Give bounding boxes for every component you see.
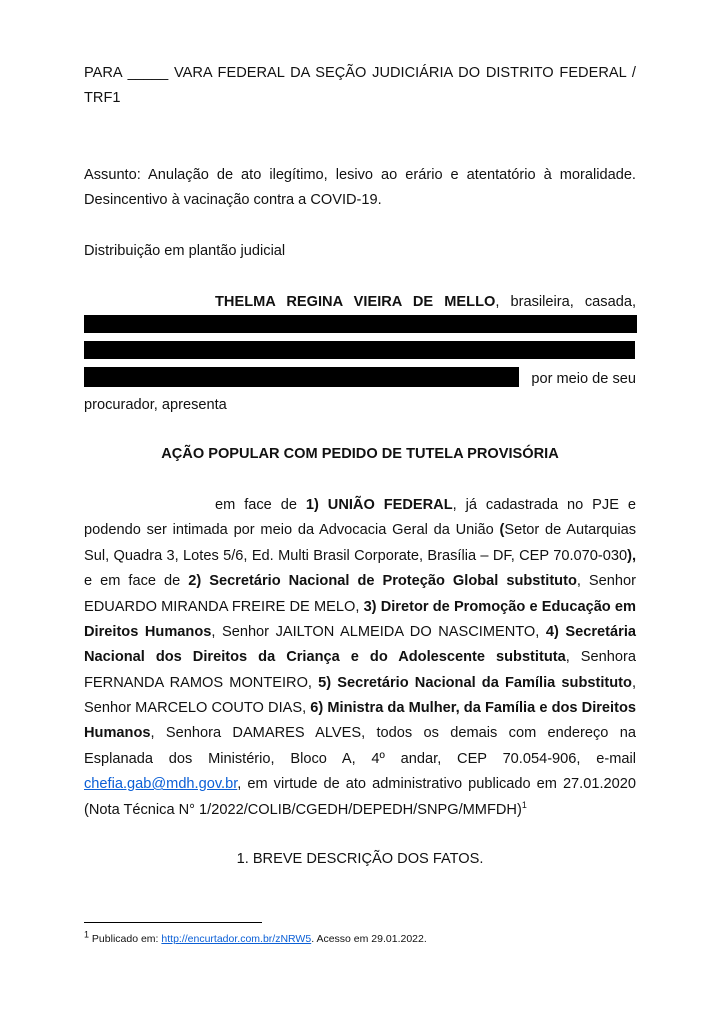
body-line-8: FERNANDA RAMOS MONTEIRO, 5) Secretário Nacional da Família substituto, xyxy=(84,675,636,691)
footnote-separator xyxy=(84,922,262,923)
distribution-note: Distribuição em plantão judicial xyxy=(84,243,286,259)
body-line-9: Senhor MARCELO COUTO DIAS, 6) Ministra da Mulher, da Família e dos Direitos xyxy=(84,700,636,716)
body-line-2: podendo ser intimada por meio da Advocacia Geral da União (Setor de Autarquias xyxy=(84,522,637,538)
body-line-3: Sul, Quadra 3, Lotes 5/6, Ed. Multi Brasil Corporate, Brasília – DF, CEP 70.070-030), xyxy=(84,548,636,564)
body-line-10: Humanos, Senhora DAMARES ALVES, todos os demais com endereço na xyxy=(84,725,636,741)
body-line-13: (Nota Técnica N° 1/2022/COLIB/CGEDH/DEPEDH/SNPG/MMFDH)$^1$ xyxy=(84,800,527,818)
plaintiff-qualification: , brasileira, casada, xyxy=(495,294,636,310)
action-title: AÇÃO POPULAR COM PEDIDO DE TUTELA PROVISÓRIA xyxy=(161,446,559,462)
body-line-5: EDUARDO MIRANDA FREIRE DE MELO, 3) Diretor de Promoção e Educação em xyxy=(84,599,636,615)
body-line-7: Nacional dos Direitos da Criança e do Adolescente substituta, Senhora xyxy=(84,649,636,665)
body-line-6: Direitos Humanos, Senhor JAILTON ALMEIDA DO NASCIMENTO, 4) Secretária xyxy=(84,624,636,640)
subject-line-1: Assunto: Anulação de ato ilegítimo, lesivo ao erário e atentatório à moralidade. xyxy=(84,167,636,183)
plaintiff-name: THELMA REGINA VIEIRA DE MELLO xyxy=(215,294,496,310)
body-line-1: em face de 1) UNIÃO FEDERAL, já cadastrada no PJE e xyxy=(215,497,636,513)
footnote-link[interactable]: http://encurtador.com.br/zNRW5 xyxy=(161,933,312,945)
footnote-ref[interactable]: 1 xyxy=(521,800,527,811)
body-line-12: chefia.gab@mdh.gov.br, em virtude de ato administrativo publicado em 27.01.2020 xyxy=(84,776,636,792)
header-line-1: PARA _____ VARA FEDERAL DA SEÇÃO JUDICIÁRIA DO DISTRITO FEDERAL / xyxy=(84,65,636,81)
plaintiff-tail: por meio de seu xyxy=(531,371,636,387)
plaintiff-line xyxy=(215,293,636,311)
redaction-bar-3 xyxy=(84,367,519,387)
redaction-bar-2 xyxy=(84,341,635,359)
section-heading: 1. BREVE DESCRIÇÃO DOS FATOS. xyxy=(236,851,484,867)
subject-line-2: Desincentivo à vacinação contra a COVID-19. xyxy=(84,192,382,208)
footnote: $^1$ Publicado em: http://encurtador.com.br/zNRW5. Acesso em 29.01.2022. xyxy=(84,929,427,945)
body-line-4: e em face de 2) Secretário Nacional de Proteção Global substituto, Senhor xyxy=(84,573,636,589)
email-link[interactable]: chefia.gab@mdh.gov.br xyxy=(84,776,238,792)
body-line-11: Esplanada dos Ministério, Bloco A, 4º andar, CEP 70.054-906, e-mail xyxy=(84,751,636,767)
header-line-2: TRF1 xyxy=(84,90,121,106)
plaintiff-line-after: procurador, apresenta xyxy=(84,397,227,413)
redaction-bar-1 xyxy=(84,315,637,333)
